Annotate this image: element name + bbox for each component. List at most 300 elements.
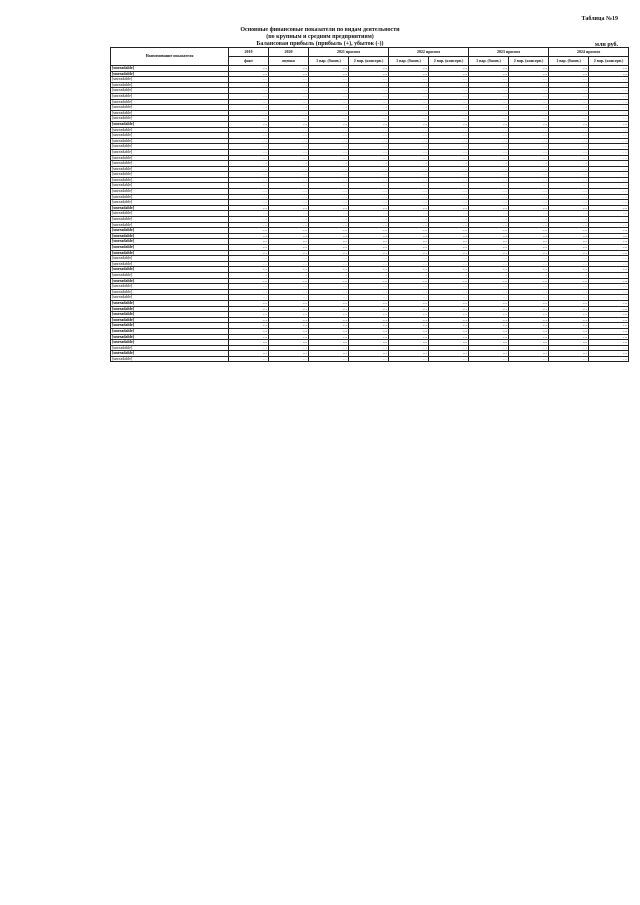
table-cell: … xyxy=(589,133,629,139)
table-cell: … xyxy=(509,261,549,267)
table-cell: … xyxy=(349,245,389,251)
table-cell: … xyxy=(589,166,629,172)
table-cell: … xyxy=(549,217,589,223)
table-cell: … xyxy=(469,121,509,127)
table-cell: … xyxy=(429,66,469,72)
table-cell: … xyxy=(469,99,509,105)
table-cell: … xyxy=(509,133,549,139)
table-cell: … xyxy=(469,110,509,116)
table-cell: … xyxy=(229,71,269,77)
table-cell: … xyxy=(549,306,589,312)
table-cell: … xyxy=(349,99,389,105)
table-cell: … xyxy=(589,189,629,195)
table-cell: … xyxy=(469,256,509,262)
table-cell: … xyxy=(429,211,469,217)
table-cell: … xyxy=(269,239,309,245)
table-cell: … xyxy=(469,149,509,155)
table-cell: … xyxy=(349,351,389,357)
table-cell: … xyxy=(429,183,469,189)
table-cell: … xyxy=(389,183,429,189)
table-cell: … xyxy=(269,99,309,105)
table-cell: … xyxy=(509,66,549,72)
table-cell: … xyxy=(549,161,589,167)
table-cell: … xyxy=(429,127,469,133)
table-cell: … xyxy=(509,200,549,206)
table-cell: … xyxy=(269,149,309,155)
table-cell: … xyxy=(589,200,629,206)
row-label: [unreadable] xyxy=(111,166,229,172)
table-cell: … xyxy=(509,116,549,122)
table-cell: … xyxy=(349,172,389,178)
table-cell: … xyxy=(509,172,549,178)
table-cell: … xyxy=(429,328,469,334)
table-cell: … xyxy=(469,261,509,267)
table-cell: … xyxy=(269,250,309,256)
table-cell: … xyxy=(269,284,309,290)
table-cell: … xyxy=(309,93,349,99)
table-cell: … xyxy=(549,340,589,346)
table-cell: … xyxy=(549,295,589,301)
table-cell: … xyxy=(429,222,469,228)
row-label: [unreadable] xyxy=(111,133,229,139)
table-cell: … xyxy=(589,351,629,357)
variant-header: 2 вар. (консерв.) xyxy=(349,57,389,66)
table-cell: … xyxy=(589,256,629,262)
table-cell: … xyxy=(469,82,509,88)
table-cell: … xyxy=(309,155,349,161)
table-cell: … xyxy=(549,345,589,351)
table-cell: … xyxy=(309,312,349,318)
table-cell: … xyxy=(389,127,429,133)
table-cell: … xyxy=(349,267,389,273)
table-cell: … xyxy=(309,105,349,111)
table-cell: … xyxy=(309,189,349,195)
table-cell: … xyxy=(549,116,589,122)
table-cell: … xyxy=(229,306,269,312)
table-cell: … xyxy=(269,161,309,167)
table-cell: … xyxy=(309,317,349,323)
table-cell: … xyxy=(549,250,589,256)
document-title xyxy=(110,27,530,48)
table-cell: … xyxy=(269,256,309,262)
table-cell: … xyxy=(429,200,469,206)
table-cell: … xyxy=(509,351,549,357)
table-cell: … xyxy=(229,127,269,133)
table-cell: … xyxy=(389,256,429,262)
table-cell: … xyxy=(229,334,269,340)
table-cell: … xyxy=(589,217,629,223)
table-cell: … xyxy=(589,121,629,127)
table-cell: … xyxy=(269,289,309,295)
table-cell: … xyxy=(389,144,429,150)
table-cell: … xyxy=(589,245,629,251)
table-cell: … xyxy=(469,250,509,256)
table-cell: … xyxy=(229,133,269,139)
table-cell: … xyxy=(509,82,549,88)
year-header: 2024 прогноз xyxy=(549,48,629,57)
table-cell: … xyxy=(309,200,349,206)
table-cell: … xyxy=(349,250,389,256)
table-cell: … xyxy=(549,93,589,99)
row-label: [unreadable] xyxy=(111,116,229,122)
table-cell: … xyxy=(389,71,429,77)
year-header: 2021 прогноз xyxy=(309,48,389,57)
row-label: [unreadable] xyxy=(111,233,229,239)
table-cell: … xyxy=(389,133,429,139)
table-cell: … xyxy=(549,284,589,290)
table-cell: … xyxy=(269,93,309,99)
table-cell: … xyxy=(589,289,629,295)
table-cell: … xyxy=(389,289,429,295)
table-cell: … xyxy=(309,133,349,139)
table-cell: … xyxy=(509,88,549,94)
table-cell: … xyxy=(429,82,469,88)
table-cell: … xyxy=(229,356,269,362)
table-cell: … xyxy=(349,105,389,111)
table-cell: … xyxy=(229,345,269,351)
table-cell: … xyxy=(549,105,589,111)
table-cell: … xyxy=(429,161,469,167)
table-cell: … xyxy=(309,306,349,312)
row-label: [unreadable] xyxy=(111,345,229,351)
table-cell: … xyxy=(309,161,349,167)
table-cell: … xyxy=(349,200,389,206)
table-cell: … xyxy=(469,194,509,200)
table-cell: … xyxy=(509,323,549,329)
table-cell: … xyxy=(589,144,629,150)
table-cell: … xyxy=(349,149,389,155)
table-cell: … xyxy=(509,217,549,223)
row-label: [unreadable] xyxy=(111,161,229,167)
table-cell: … xyxy=(269,267,309,273)
table-cell: … xyxy=(229,211,269,217)
table-cell: … xyxy=(269,328,309,334)
table-cell: … xyxy=(229,256,269,262)
table-cell: … xyxy=(349,272,389,278)
table-cell: … xyxy=(309,340,349,346)
table-cell: … xyxy=(469,233,509,239)
table-cell: … xyxy=(429,261,469,267)
table-cell: … xyxy=(429,149,469,155)
table-cell: … xyxy=(269,66,309,72)
table-cell: … xyxy=(269,245,309,251)
table-cell: … xyxy=(549,194,589,200)
table-cell: … xyxy=(229,88,269,94)
table-cell: … xyxy=(349,211,389,217)
table-cell: … xyxy=(589,250,629,256)
table-cell: … xyxy=(589,110,629,116)
table-cell: … xyxy=(429,233,469,239)
table-cell: … xyxy=(589,312,629,318)
table-cell: … xyxy=(589,233,629,239)
row-label: [unreadable] xyxy=(111,88,229,94)
title-line: Основные финансовые показатели по видам деятельности xyxy=(240,27,400,33)
table-cell: … xyxy=(429,312,469,318)
table-cell: … xyxy=(469,155,509,161)
table-cell: … xyxy=(389,116,429,122)
table-cell: … xyxy=(229,351,269,357)
table-cell: … xyxy=(469,356,509,362)
row-label: [unreadable] xyxy=(111,93,229,99)
table-cell: … xyxy=(469,189,509,195)
table-cell: … xyxy=(589,300,629,306)
row-label: [unreadable] xyxy=(111,105,229,111)
table-cell: … xyxy=(589,183,629,189)
table-cell: … xyxy=(429,121,469,127)
table-cell: … xyxy=(269,183,309,189)
table-cell: … xyxy=(309,323,349,329)
row-label: [unreadable] xyxy=(111,127,229,133)
table-cell: … xyxy=(349,161,389,167)
table-cell: … xyxy=(309,121,349,127)
table-cell: … xyxy=(269,345,309,351)
table-cell: … xyxy=(389,66,429,72)
table-cell: … xyxy=(429,155,469,161)
table-cell: … xyxy=(349,93,389,99)
table-cell: … xyxy=(469,66,509,72)
table-cell: … xyxy=(589,278,629,284)
row-label: [unreadable] xyxy=(111,200,229,206)
table-cell: … xyxy=(309,295,349,301)
table-cell: … xyxy=(509,177,549,183)
table-cell: … xyxy=(429,245,469,251)
table-cell: … xyxy=(429,295,469,301)
table-cell: … xyxy=(549,222,589,228)
row-label: [unreadable] xyxy=(111,217,229,223)
table-cell: … xyxy=(389,284,429,290)
table-cell: … xyxy=(429,217,469,223)
row-label: [unreadable] xyxy=(111,211,229,217)
table-cell: … xyxy=(229,110,269,116)
row-label: [unreadable] xyxy=(111,149,229,155)
table-row xyxy=(111,356,629,362)
table-cell: … xyxy=(509,267,549,273)
table-cell: … xyxy=(229,295,269,301)
table-cell: … xyxy=(469,267,509,273)
table-cell: … xyxy=(309,261,349,267)
table-cell: … xyxy=(389,295,429,301)
table-cell: … xyxy=(429,71,469,77)
table-cell: … xyxy=(229,183,269,189)
table-cell: … xyxy=(229,323,269,329)
table-cell: … xyxy=(549,77,589,83)
table-cell: … xyxy=(469,295,509,301)
table-cell: … xyxy=(549,317,589,323)
table-cell: … xyxy=(509,183,549,189)
table-cell: … xyxy=(429,340,469,346)
table-cell: … xyxy=(309,300,349,306)
table-cell: … xyxy=(429,144,469,150)
table-cell: … xyxy=(509,306,549,312)
table-cell: … xyxy=(469,312,509,318)
table-cell: … xyxy=(309,211,349,217)
table-cell: … xyxy=(349,82,389,88)
table-cell: … xyxy=(469,77,509,83)
row-label: [unreadable] xyxy=(111,334,229,340)
table-cell: … xyxy=(589,261,629,267)
table-cell: … xyxy=(229,121,269,127)
table-cell: … xyxy=(349,334,389,340)
table-cell: … xyxy=(269,272,309,278)
table-cell: … xyxy=(589,295,629,301)
table-cell: … xyxy=(269,110,309,116)
table-cell: … xyxy=(429,116,469,122)
year-header: 2019 xyxy=(229,48,269,57)
table-cell: … xyxy=(589,228,629,234)
header-row-years xyxy=(111,48,629,57)
table-cell: … xyxy=(349,189,389,195)
table-cell: … xyxy=(269,155,309,161)
table-cell: … xyxy=(509,295,549,301)
table-cell: … xyxy=(229,233,269,239)
table-cell: … xyxy=(589,172,629,178)
table-cell: … xyxy=(469,105,509,111)
table-cell: … xyxy=(429,272,469,278)
table-cell: … xyxy=(589,77,629,83)
table-cell: … xyxy=(509,312,549,318)
table-cell: … xyxy=(589,116,629,122)
table-cell: … xyxy=(389,121,429,127)
table-cell: … xyxy=(589,345,629,351)
row-label: [unreadable] xyxy=(111,267,229,273)
table-cell: … xyxy=(549,239,589,245)
table-cell: … xyxy=(389,261,429,267)
row-label: [unreadable] xyxy=(111,295,229,301)
variant-header: оценка xyxy=(269,57,309,66)
table-cell: … xyxy=(549,351,589,357)
title-line: Балансовая прибыль (прибыль (+), убыток (-)) xyxy=(256,41,384,47)
header-label: Наименование показателя xyxy=(111,48,229,66)
table-cell: … xyxy=(229,155,269,161)
table-cell: … xyxy=(389,88,429,94)
row-label: [unreadable] xyxy=(111,312,229,318)
table-cell: … xyxy=(429,138,469,144)
table-cell: … xyxy=(549,177,589,183)
table-cell: … xyxy=(269,323,309,329)
table-cell: … xyxy=(549,82,589,88)
row-label: [unreadable] xyxy=(111,256,229,262)
table-cell: … xyxy=(389,99,429,105)
table-cell: … xyxy=(429,228,469,234)
row-label: [unreadable] xyxy=(111,110,229,116)
table-cell: … xyxy=(349,289,389,295)
table-cell: … xyxy=(269,295,309,301)
table-cell: … xyxy=(429,77,469,83)
table-cell: … xyxy=(349,300,389,306)
table-cell: … xyxy=(509,300,549,306)
year-header: 2020 xyxy=(269,48,309,57)
table-cell: … xyxy=(229,166,269,172)
table-cell: … xyxy=(589,105,629,111)
table-cell: … xyxy=(589,71,629,77)
table-cell: … xyxy=(429,317,469,323)
table-cell: … xyxy=(389,105,429,111)
table-cell: … xyxy=(429,205,469,211)
table-cell: … xyxy=(229,116,269,122)
variant-header: 2 вар. (консерв.) xyxy=(589,57,629,66)
table-cell: … xyxy=(589,205,629,211)
table-cell: … xyxy=(469,239,509,245)
table-cell: … xyxy=(469,71,509,77)
table-cell: … xyxy=(309,116,349,122)
table-cell: … xyxy=(469,272,509,278)
table-cell: … xyxy=(229,205,269,211)
table-cell: … xyxy=(269,233,309,239)
table-cell: … xyxy=(429,93,469,99)
table-cell: … xyxy=(229,317,269,323)
table-cell: … xyxy=(389,245,429,251)
table-cell: … xyxy=(549,278,589,284)
table-cell: … xyxy=(509,340,549,346)
table-cell: … xyxy=(349,312,389,318)
table-cell: … xyxy=(389,323,429,329)
row-label: [unreadable] xyxy=(111,183,229,189)
table-cell: … xyxy=(229,99,269,105)
table-cell: … xyxy=(549,233,589,239)
table-cell: … xyxy=(389,161,429,167)
table-cell: … xyxy=(389,93,429,99)
table-cell: … xyxy=(349,356,389,362)
table-cell: … xyxy=(589,149,629,155)
table-cell: … xyxy=(269,105,309,111)
variant-header: 1 вар. (базов.) xyxy=(309,57,349,66)
financial-table xyxy=(110,47,629,362)
table-cell: … xyxy=(349,239,389,245)
table-cell: … xyxy=(429,133,469,139)
table-cell: … xyxy=(389,200,429,206)
table-cell: … xyxy=(589,177,629,183)
table-cell: … xyxy=(389,317,429,323)
table-cell: … xyxy=(389,340,429,346)
table-cell: … xyxy=(469,133,509,139)
table-cell: … xyxy=(549,183,589,189)
table-cell: … xyxy=(309,345,349,351)
table-cell: … xyxy=(509,239,549,245)
table-cell: … xyxy=(309,328,349,334)
table-cell: … xyxy=(229,161,269,167)
table-cell: … xyxy=(269,312,309,318)
table-cell: … xyxy=(549,133,589,139)
table-cell: … xyxy=(549,88,589,94)
table-cell: … xyxy=(429,351,469,357)
table-cell: … xyxy=(389,228,429,234)
table-cell: … xyxy=(509,110,549,116)
table-cell: … xyxy=(269,356,309,362)
table-cell: … xyxy=(469,334,509,340)
table-cell: … xyxy=(349,256,389,262)
table-cell: … xyxy=(429,189,469,195)
table-cell: … xyxy=(429,239,469,245)
table-cell: … xyxy=(509,93,549,99)
table-cell: … xyxy=(549,144,589,150)
title-line: (по крупным и средним предприятиям) xyxy=(266,34,374,40)
row-label: [unreadable] xyxy=(111,356,229,362)
table-cell: … xyxy=(309,351,349,357)
table-cell: … xyxy=(589,88,629,94)
table-cell: … xyxy=(389,149,429,155)
table-cell: … xyxy=(509,138,549,144)
table-cell: … xyxy=(349,284,389,290)
table-cell: … xyxy=(509,155,549,161)
table-cell: … xyxy=(469,166,509,172)
table-cell: … xyxy=(469,211,509,217)
table-cell: … xyxy=(229,222,269,228)
table-cell: … xyxy=(389,155,429,161)
row-label: [unreadable] xyxy=(111,121,229,127)
table-cell: … xyxy=(229,239,269,245)
table-cell: … xyxy=(389,300,429,306)
row-label: [unreadable] xyxy=(111,317,229,323)
